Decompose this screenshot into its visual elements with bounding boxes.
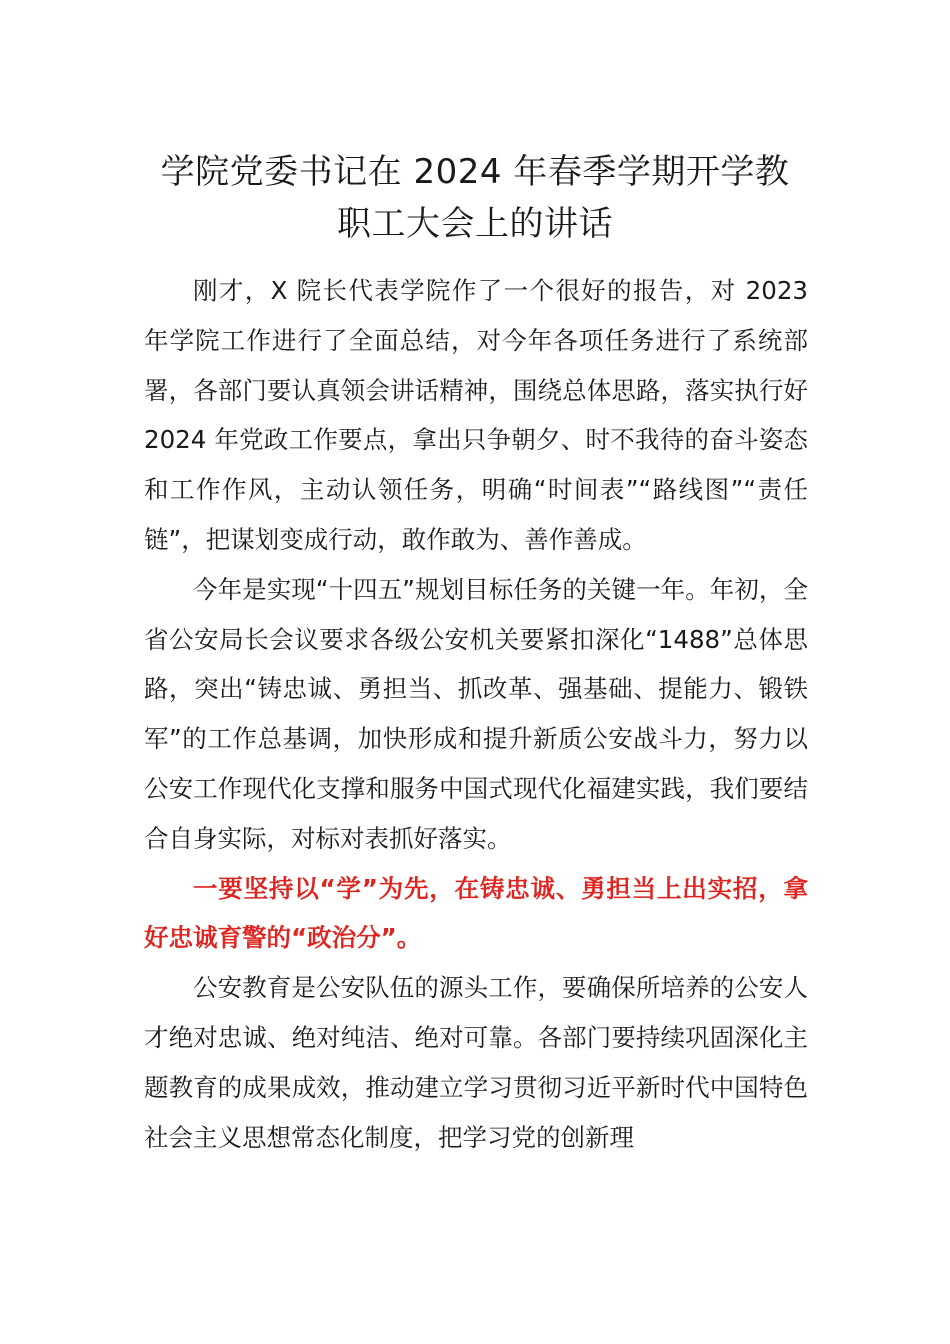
- document-body: [144, 266, 808, 1162]
- document-title: [120, 146, 830, 250]
- paragraph-heading-first-point: 一要坚持以“学”为先，在铸忠诚、勇担当上出实招，拿好忠诚育警的“政治分”。: [144, 873, 808, 953]
- paragraph-key-year: 今年是实现“十四五”规划目标任务的关键一年。年初，全省公安局长会议要求各级公安机关要紧扣深化“1488”总体思路，突出“铸忠诚、勇担当、抓改革、强基础、提能力、锻铁军”的工作总基调，加快形成和提升新质公安战斗力，努力以公安工作现代化支撑和服务中国式现代化福建实践，我们要结合自身实际，对标对表抓好落实。: [144, 574, 808, 853]
- paragraph-police-education: 公安教育是公安队伍的源头工作，要确保所培养的公安人才绝对忠诚、绝对纯洁、绝对可靠。各部门要持续巩固深化主题教育的成果成效，推动建立学习贯彻习近平新时代中国特色社会主义思想常态化制度，把学习党的创新理: [144, 973, 808, 1152]
- title-line-1: 学院党委书记在 2024 年春季学期开学教: [160, 152, 790, 192]
- title-line-2: 职工大会上的讲话: [337, 204, 613, 244]
- paragraph-opening-remarks: 刚才，X 院长代表学院作了一个很好的报告，对 2023 年学院工作进行了全面总结，对今年各项任务进行了系统部署，各部门要认真领会讲话精神，围绕总体思路，落实执行好 2024 年党政工作要点，拿出只争朝夕、时不我待的奋斗姿态和工作作风，主动认领任务，明确“时间表”“路线图”“责任链”，把谋划变成行动，敢作敢为、善作善成。: [144, 276, 808, 554]
